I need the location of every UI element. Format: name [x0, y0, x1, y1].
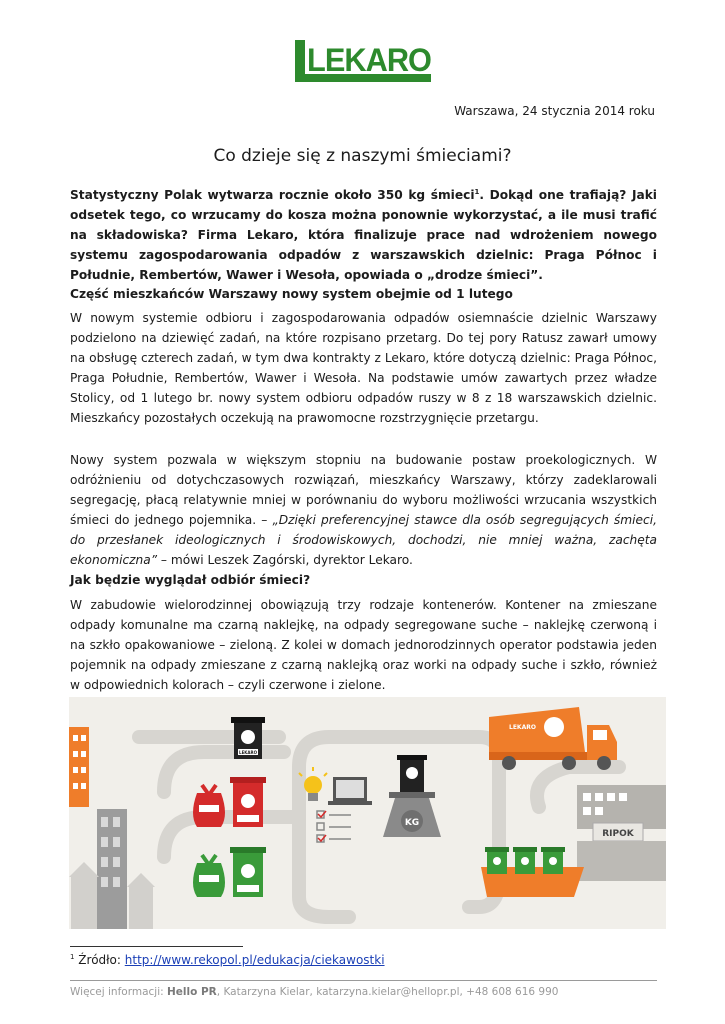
- waste-flow-illustration: [69, 697, 666, 929]
- green-bin-icon: [485, 847, 509, 874]
- green-bin-icon: [230, 847, 266, 897]
- section-heading-1: Część mieszkańców Warszawy nowy system obejmie od 1 lutego: [70, 287, 513, 301]
- svg-text:LEKARO: LEKARO: [239, 750, 257, 755]
- apartment-building-icon: [69, 727, 89, 807]
- green-bin-icon: [513, 847, 537, 874]
- section-heading-2: Jak będzie wyglądał odbiór śmieci?: [70, 573, 311, 587]
- footer-divider: [70, 980, 657, 981]
- processing-facility-icon: [577, 785, 666, 829]
- lekaro-logo: [291, 38, 435, 84]
- black-bin-icon: [231, 717, 265, 759]
- lead-paragraph: Statystyczny Polak wytwarza rocznie około 350 kg śmieci$^1$. Dokąd one trafiają? Jaki odsetek tego, co wrzucamy do kosza można ponownie wykorzystać, a ile musi trafić na składowiska? Firma Lekaro, która finalizuje prace nad wdrożeniem nowego systemu zagospodarowania odpadów z warszawskich dzielnic: Praga Północ i Południe, Rembertów, Wawer i Wesoła, opowiada o „drodze śmieci”.: [70, 188, 657, 283]
- svg-text:KG: KG: [404, 818, 420, 828]
- svg-text:RIPOK: RIPOK: [602, 829, 634, 839]
- laptop-icon: [328, 777, 372, 805]
- footnote: $^1$ Źródło: http://www.rekopol.pl/edukacja/ciekawostki: [70, 953, 385, 967]
- paragraph-2: Nowy system pozwala w większym stopniu na budowanie postaw proekologicznych. W odróżnieniu od dotychczasowych rozwiązań, mieszkańcy Warszawy, którzy zadeklarowali segregację, płacą relatywnie mniej w porównaniu do wyboru możliwości wrzucania wszystkich śmieci do jednego pojemnika. – „Dzięki preferencyjnej stawce dla osób segregujących śmieci, do przesłanek ideologicznych i środowiskowych, dochodzi, nie mniej ważna, zachęta ekonomiczna” – mówi Leszek Zagórski, dyrektor Lekaro.: [70, 453, 657, 567]
- svg-text:LEKARO: LEKARO: [509, 724, 536, 731]
- svg-text:LEKARO: LEKARO: [307, 42, 432, 78]
- footer-contact: Więcej informacji: Hello PR, Katarzyna Kielar, katarzyna.kielar@hellopr.pl, +48 608 616 990: [70, 986, 559, 998]
- source-link[interactable]: http://www.rekopol.pl/edukacja/ciekawostki: [124, 953, 385, 967]
- office-building-icon: [97, 809, 127, 929]
- green-bin-icon: [541, 847, 565, 874]
- paragraph-3: W zabudowie wielorodzinnej obowiązują trzy rodzaje kontenerów. Kontener na zmieszane odpady komunalne ma czarną naklejkę, na odpady segregowane suche – naklejkę czerwoną i na szkło opakowaniowe – zieloną. Z kolei w domach jednorodzinnych operator podstawia jeden pojemnik na odpady zmieszane z czarną naklejką oraz worki na odpady suche i szkło, również w odpowiednich kolorach – czyli czerwone i zielone.: [70, 598, 657, 692]
- paragraph-1: W nowym systemie odbioru i zagospodarowania odpadów osiemnaście dzielnic Warszawy podzielono na dziewięć zadań, na które rozpisano przetarg. Do tej pory Ratusz zawarł umowy na obsługę czterech zadań, w tym dwa kontrakty z Lekaro, które dotyczą dzielnic: Praga Północ, Praga Południe, Rembertów, Wawer i Wesoła. Na podstawie umów zawartych przez władze Stolicy, od 1 lutego br. nowy system odbioru odpadów ruszy w 8 z 18 warszawskich dzielnic. Mieszkańcy pozostałych oczekują na prawomocne rozstrzygnięcie przetargu.: [70, 311, 657, 425]
- red-bin-icon: [230, 777, 266, 827]
- footnote-divider: [70, 946, 243, 947]
- quote: „Dzięki preferencyjnej stawce dla osób segregujących śmieci, do przesłanek ideologicznych i środowiskowych, dochodzi, nie mniej ważna, zachęta ekonomiczna”: [70, 513, 657, 567]
- document-date: Warszawa, 24 stycznia 2014 roku: [454, 104, 655, 118]
- document-title: Co dzieje się z naszymi śmieciami?: [213, 146, 512, 166]
